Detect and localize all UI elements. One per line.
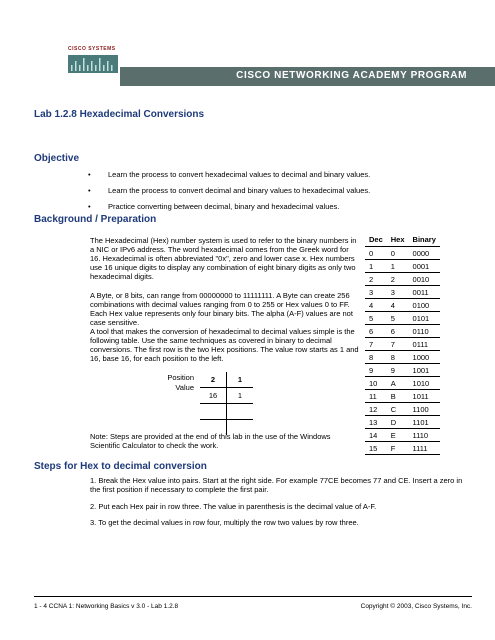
binary-cell: 0101: [409, 312, 440, 325]
hex-cell: 0: [387, 247, 409, 260]
dec-cell: 7: [365, 338, 387, 351]
footer-rule: [34, 596, 472, 597]
background-paragraph-3: A tool that makes the conversion of hexadecimal to decimal values simple is the following table. Use the same techniques as covered in binary to decimal conversions. The first row is the two Hex positions. The value row starts as 1 and 16, base 16, for each position to the left.: [90, 327, 359, 363]
hex-table-row: [365, 299, 440, 312]
hex-table-row: [365, 260, 440, 273]
hex-cell: 8: [387, 351, 409, 364]
binary-cell: 0000: [409, 247, 440, 260]
binary-cell: 0100: [409, 299, 440, 312]
dec-cell: 15: [365, 442, 387, 455]
value-cell: 1: [227, 388, 254, 404]
objective-text: Practice converting between decimal, binary and hexadecimal values.: [108, 202, 340, 211]
hex-cell: A: [387, 377, 409, 390]
dec-cell: 1: [365, 260, 387, 273]
binary-cell: 1000: [409, 351, 440, 364]
hex-cell: 2: [387, 273, 409, 286]
bullet-icon: •: [88, 186, 91, 195]
hex-conversion-table: [365, 233, 440, 455]
position-value-labels: [160, 373, 194, 393]
binary-cell: 1101: [409, 416, 440, 429]
dec-cell: 4: [365, 299, 387, 312]
step-2: 2. Put each Hex pair in row three. The value in parenthesis is the decimal value of A-F.: [90, 502, 377, 511]
hex-table-row: [365, 338, 440, 351]
footer-left: 1 - 4 CCNA 1: Networking Basics v 3.0 - Lab 1.2.8: [34, 603, 179, 610]
hex-cell: B: [387, 390, 409, 403]
header-binary: Binary: [409, 233, 440, 247]
empty-cell: [227, 404, 254, 420]
hex-table-row: [365, 429, 440, 442]
background-paragraph-1: The Hexadecimal (Hex) number system is used to refer to the binary numbers in a NIC or IPv6 address. The word hexadecimal comes from the Greek word for 16. Hexadecimal is often abbreviated "0x", zero and lower case x. Hex numbers use 16 unique digits to display any combination of eight binary digits as only two hexadecimal digits.: [90, 236, 357, 281]
binary-cell: 1100: [409, 403, 440, 416]
objective-item-2: [88, 186, 371, 195]
logo-text: CISCO SYSTEMS: [68, 46, 116, 52]
hex-table-row: [365, 351, 440, 364]
dec-cell: 11: [365, 390, 387, 403]
bullet-icon: •: [88, 202, 91, 211]
value-cell: 16: [200, 388, 227, 404]
objective-text: Learn the process to convert decimal and binary values to hexadecimal values.: [108, 186, 371, 195]
objective-heading: Objective: [34, 153, 80, 164]
footer-right: Copyright © 2003, Cisco Systems, Inc.: [360, 603, 472, 610]
dec-cell: 13: [365, 416, 387, 429]
position-table: [200, 372, 253, 435]
hex-table-row: [365, 442, 440, 455]
dec-cell: 14: [365, 429, 387, 442]
binary-cell: 1111: [409, 442, 440, 455]
steps-heading: Steps for Hex to decimal conversion: [34, 461, 207, 472]
hex-cell: C: [387, 403, 409, 416]
header-hex: Hex: [387, 233, 409, 247]
dec-cell: 9: [365, 364, 387, 377]
hex-table-row: [365, 416, 440, 429]
hex-table-row: [365, 286, 440, 299]
hex-cell: 1: [387, 260, 409, 273]
hex-cell: 7: [387, 338, 409, 351]
hex-cell: D: [387, 416, 409, 429]
objective-item-1: [88, 170, 371, 179]
objective-text: Learn the process to convert hexadecimal values to decimal and binary values.: [108, 170, 371, 179]
background-paragraph-2: A Byte, or 8 bits, can range from 00000000 to 11111111. A Byte can create 256 combinations with decimal values ranging from 0 to 255 or Hex values 0 to FF. Each Hex value represents only four binary bits. The alpha (A-F) values are not case sensitive.: [90, 291, 353, 327]
dec-cell: 6: [365, 325, 387, 338]
hex-cell: 5: [387, 312, 409, 325]
binary-cell: 1001: [409, 364, 440, 377]
binary-cell: 1010: [409, 377, 440, 390]
objective-item-3: [88, 202, 340, 211]
position-label: Position: [167, 373, 194, 382]
hex-table-row: [365, 390, 440, 403]
step-3: 3. To get the decimal values in row four, multiply the row two values by row three.: [90, 518, 359, 527]
binary-cell: 0001: [409, 260, 440, 273]
position-cell: 1: [227, 372, 254, 388]
hex-cell: 4: [387, 299, 409, 312]
banner-text: CISCO NETWORKING ACADEMY PROGRAM: [236, 70, 467, 81]
hex-table-body: [365, 247, 440, 455]
cisco-logo: [68, 46, 120, 76]
dec-cell: 2: [365, 273, 387, 286]
step-1: 1. Break the Hex value into pairs. Start at the right side. For example 77CE becomes 77 and CE. Insert a zero in the first position if necessary to complete the first pair.: [90, 476, 463, 494]
dec-cell: 5: [365, 312, 387, 325]
binary-cell: 0111: [409, 338, 440, 351]
binary-cell: 1110: [409, 429, 440, 442]
cisco-bars-icon: [68, 55, 118, 73]
hex-table-row: [365, 247, 440, 260]
dec-cell: 8: [365, 351, 387, 364]
binary-cell: 0010: [409, 273, 440, 286]
hex-table-row: [365, 273, 440, 286]
hex-cell: 6: [387, 325, 409, 338]
hex-table-row: [365, 403, 440, 416]
position-cell: 2: [200, 372, 227, 388]
hex-table-row: [365, 364, 440, 377]
header-dec: Dec: [365, 233, 387, 247]
empty-cell: [200, 404, 227, 420]
page-title: Lab 1.2.8 Hexadecimal Conversions: [34, 109, 205, 120]
dec-cell: 10: [365, 377, 387, 390]
binary-cell: 0110: [409, 325, 440, 338]
binary-cell: 0011: [409, 286, 440, 299]
hex-table-row: [365, 325, 440, 338]
hex-table-row: [365, 312, 440, 325]
hex-cell: F: [387, 442, 409, 455]
hex-table-row: [365, 377, 440, 390]
calculator-note: Note: Steps are provided at the end of this lab in the use of the Windows Scientific Calculator to check the work.: [90, 432, 331, 450]
binary-cell: 1011: [409, 390, 440, 403]
hex-cell: 9: [387, 364, 409, 377]
value-label: Value: [175, 383, 194, 392]
dec-cell: 0: [365, 247, 387, 260]
academy-banner: [120, 67, 495, 86]
hex-cell: E: [387, 429, 409, 442]
dec-cell: 12: [365, 403, 387, 416]
hex-cell: 3: [387, 286, 409, 299]
bullet-icon: •: [88, 170, 91, 179]
dec-cell: 3: [365, 286, 387, 299]
background-heading: Background / Preparation: [34, 214, 157, 225]
